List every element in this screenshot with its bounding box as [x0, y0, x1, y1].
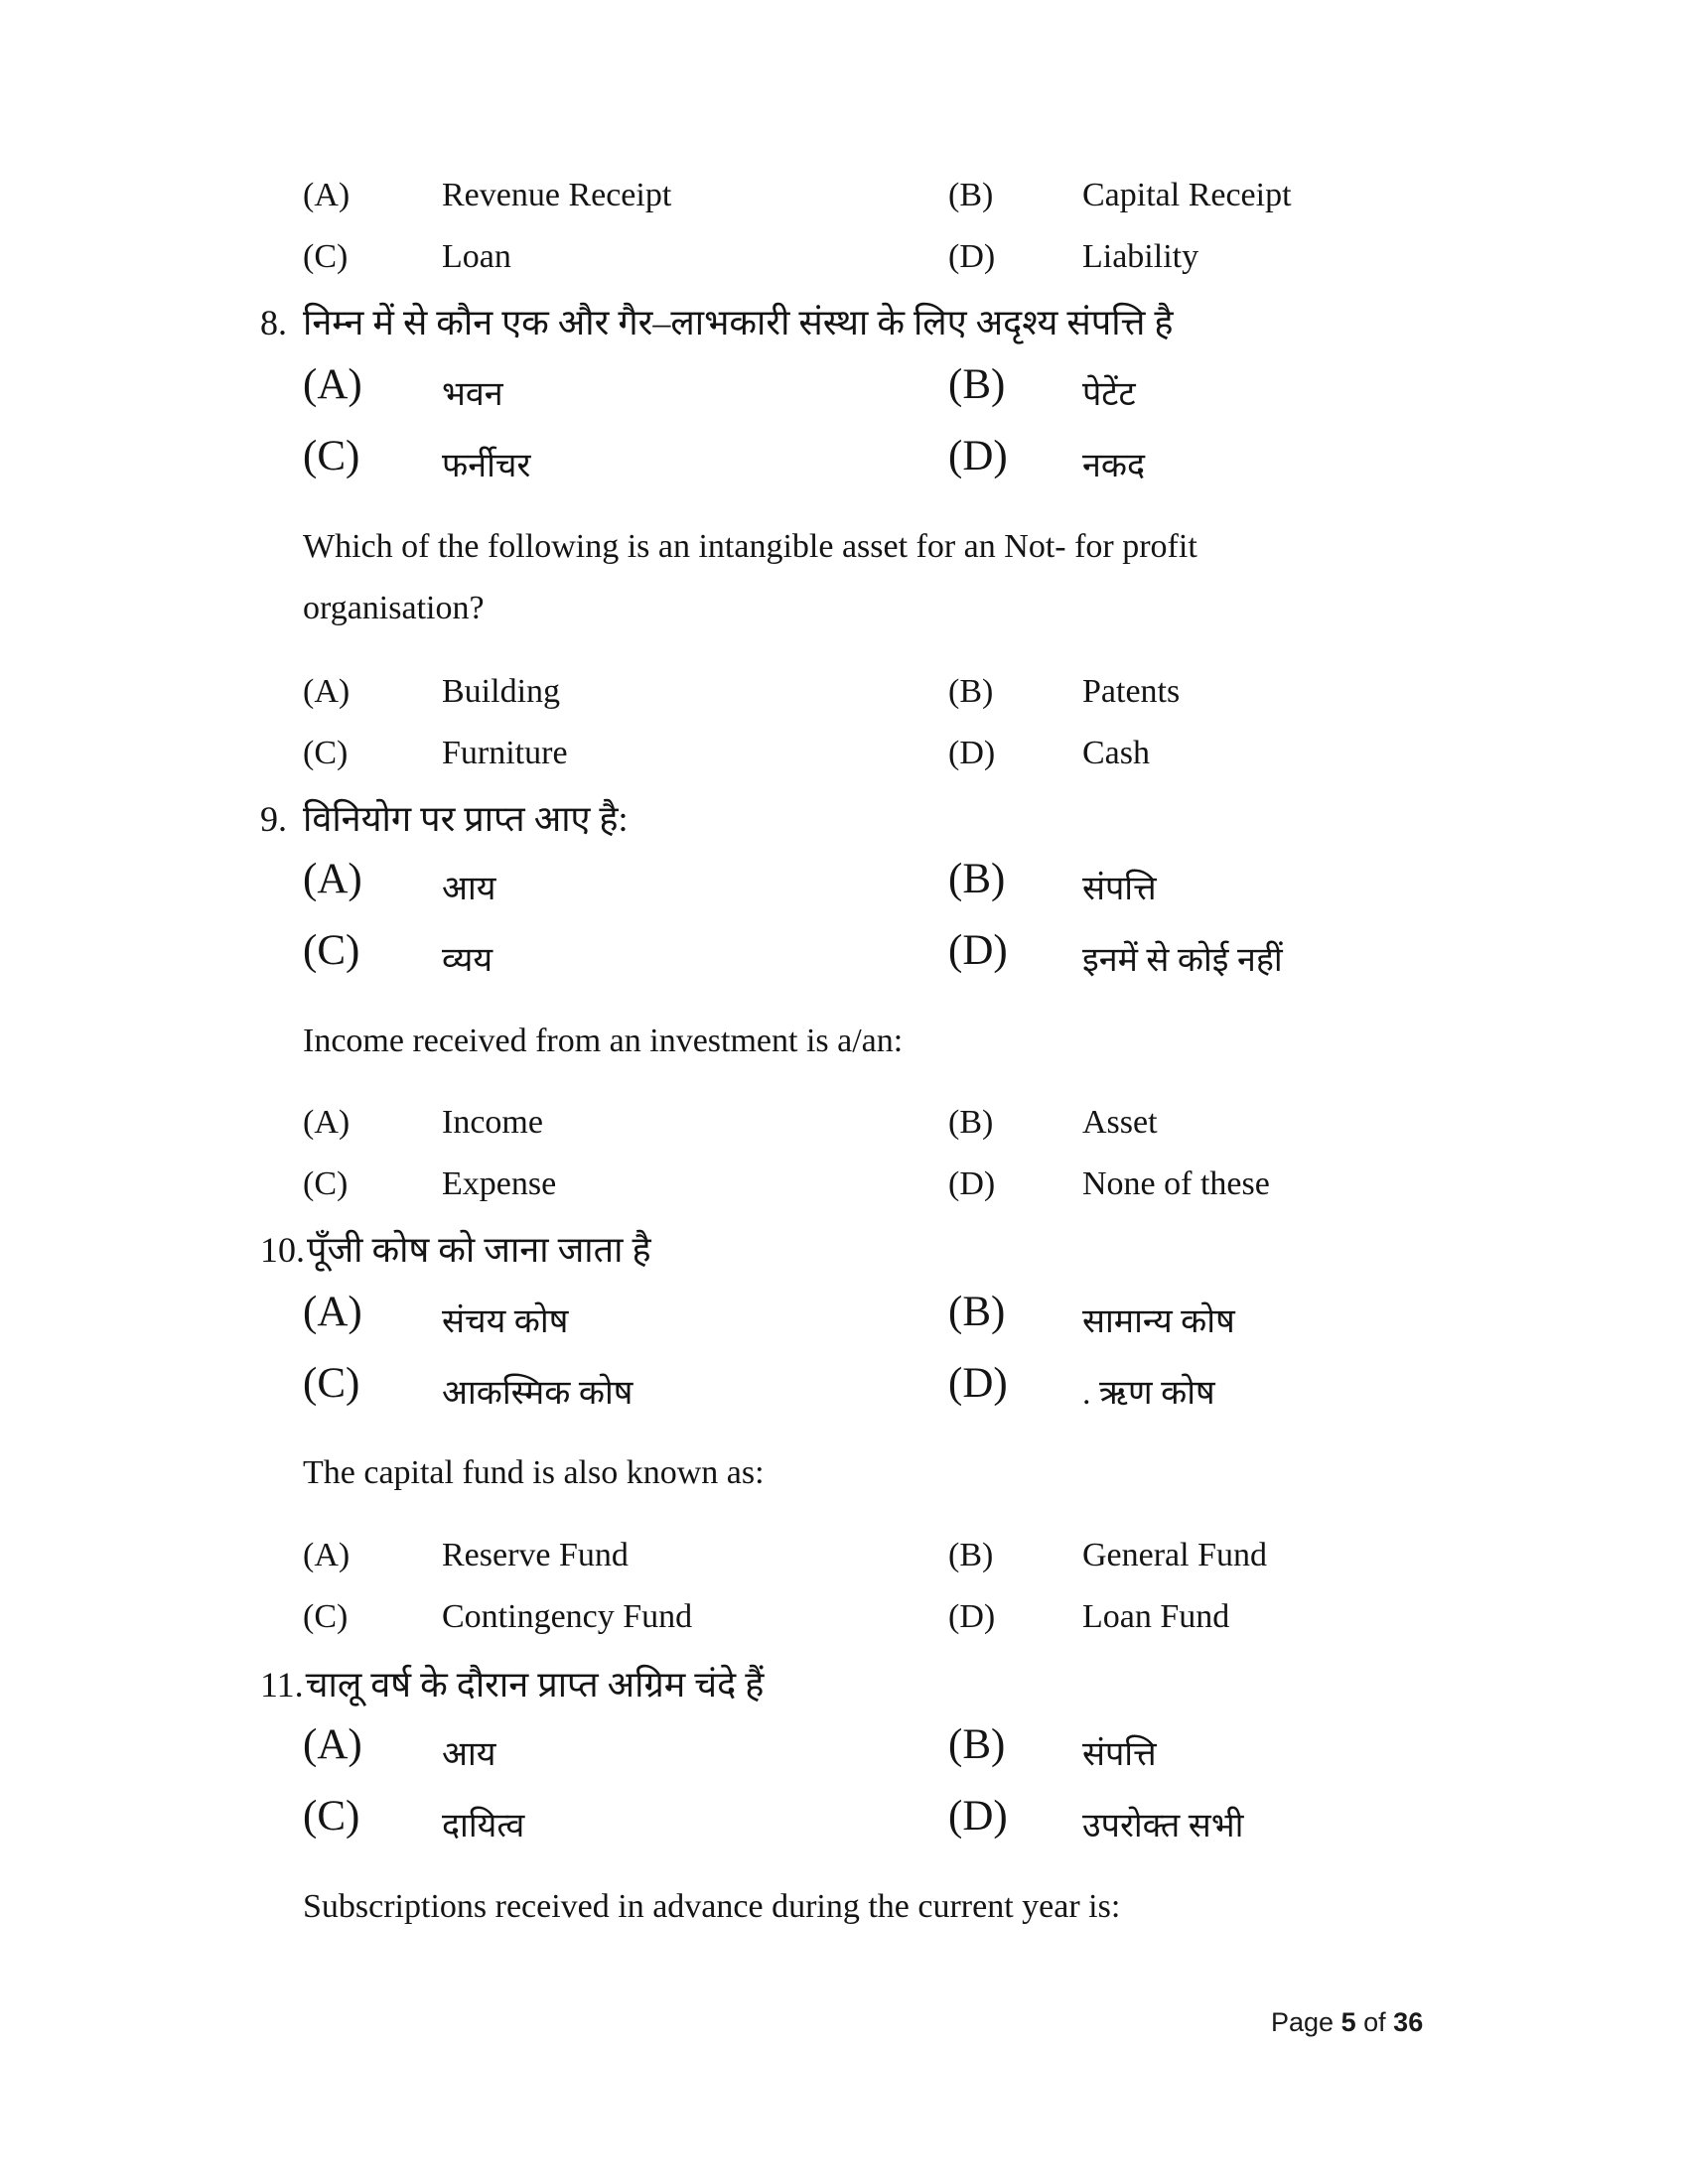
option-letter: (B): [948, 1104, 994, 1141]
option-text: Furniture: [442, 735, 568, 771]
question-text-english: Income received from an investment is a/an:: [303, 1023, 904, 1059]
option-text: व्यय: [442, 942, 493, 979]
option-row: [0, 1289, 1688, 1352]
option-letter: (C): [303, 927, 360, 974]
option-letter: (D): [948, 433, 1008, 479]
option-letter: (D): [948, 1165, 996, 1202]
of-label: of: [1363, 2007, 1386, 2037]
option-letter: (A): [303, 1104, 351, 1141]
option-row: [0, 735, 1688, 790]
question-number: 10.: [260, 1230, 305, 1270]
option-row: [0, 1104, 1688, 1160]
option-row: [0, 238, 1688, 294]
option-letter: (C): [303, 433, 360, 479]
option-letter: (B): [948, 1721, 1006, 1768]
question-text-english: The capital fund is also known as:: [303, 1454, 765, 1491]
question-text-hindi: निम्न में से कौन एक और गैर–लाभकारी संस्था के लिए अदृश्य संपत्ति है: [303, 303, 1174, 342]
total-pages-number: 36: [1393, 2007, 1424, 2037]
option-text: भवन: [442, 376, 503, 413]
option-text: इनमें से कोई नहीं: [1082, 942, 1283, 979]
option-text: Reserve Fund: [442, 1537, 629, 1573]
option-letter: (B): [948, 1289, 1006, 1335]
option-row: [0, 361, 1688, 425]
option-letter: (B): [948, 673, 994, 710]
option-text: Cash: [1082, 735, 1150, 771]
option-text: Loan: [442, 238, 511, 275]
option-text: संचय कोष: [442, 1303, 569, 1340]
question-heading-hindi: [260, 297, 1174, 345]
option-text: Capital Receipt: [1082, 177, 1292, 213]
option-row: [0, 1598, 1688, 1654]
option-letter: (B): [948, 177, 994, 213]
option-row: [0, 1721, 1688, 1785]
option-letter: (D): [948, 1793, 1008, 1840]
option-letter: (A): [303, 673, 351, 710]
option-text: Asset: [1082, 1104, 1158, 1141]
option-text: आकस्मिक कोष: [442, 1375, 633, 1412]
question-heading-hindi: [260, 1659, 764, 1707]
option-letter: (C): [303, 1360, 360, 1407]
question-text-english: organisation?: [303, 590, 485, 626]
option-text: पेटेंट: [1082, 376, 1136, 413]
option-text: Income: [442, 1104, 543, 1141]
option-text: Liability: [1082, 238, 1199, 275]
page-label: Page: [1271, 2007, 1335, 2037]
option-text: दायित्व: [442, 1808, 525, 1844]
option-text: None of these: [1082, 1165, 1270, 1202]
option-letter: (D): [948, 735, 996, 771]
question-number: 11.: [260, 1665, 304, 1705]
option-letter: (C): [303, 1165, 349, 1202]
option-text: Expense: [442, 1165, 557, 1202]
option-letter: (D): [948, 927, 1008, 974]
option-text: Contingency Fund: [442, 1598, 693, 1635]
option-letter: (D): [948, 1360, 1008, 1407]
question-number: 8.: [260, 303, 287, 342]
option-text: नकद: [1082, 448, 1146, 484]
question-text-english: Subscriptions received in advance during the current year is:: [303, 1888, 1121, 1925]
option-letter: (B): [948, 856, 1006, 902]
option-text: Building: [442, 673, 561, 710]
option-letter: (C): [303, 735, 349, 771]
option-text: संपत्ति: [1082, 1736, 1157, 1773]
option-letter: (C): [303, 238, 349, 275]
option-letter: (D): [948, 238, 996, 275]
option-letter: (C): [303, 1598, 349, 1635]
option-text: Revenue Receipt: [442, 177, 672, 213]
option-text: सामान्य कोष: [1082, 1303, 1235, 1340]
option-text: आय: [442, 1736, 496, 1773]
option-letter: (A): [303, 361, 362, 408]
option-row: [0, 433, 1688, 496]
option-row: [0, 1360, 1688, 1424]
question-text-hindi: चालू वर्ष के दौरान प्राप्त अग्रिम चंदे हैं: [305, 1665, 765, 1705]
option-letter: (B): [948, 361, 1006, 408]
option-text: Loan Fund: [1082, 1598, 1230, 1635]
option-row: [0, 673, 1688, 729]
option-letter: (D): [948, 1598, 996, 1635]
option-letter: (A): [303, 856, 362, 902]
option-text: . ऋण कोष: [1082, 1375, 1215, 1412]
option-text: संपत्ति: [1082, 871, 1157, 907]
option-letter: (A): [303, 1721, 362, 1768]
question-text-hindi: पूँजी कोष को जाना जाता है: [307, 1230, 651, 1270]
option-text: आय: [442, 871, 496, 907]
option-letter: (A): [303, 177, 351, 213]
option-row: [0, 927, 1688, 991]
option-text: General Fund: [1082, 1537, 1268, 1573]
option-row: [0, 177, 1688, 232]
option-letter: (B): [948, 1537, 994, 1573]
current-page-number: 5: [1340, 2007, 1356, 2037]
option-letter: (A): [303, 1289, 362, 1335]
question-text-english: Which of the following is an intangible asset for an Not- for profit: [303, 528, 1197, 565]
option-row: [0, 1793, 1688, 1856]
option-text: फर्नीचर: [442, 448, 531, 484]
question-number: 9.: [260, 799, 287, 839]
option-letter: (A): [303, 1537, 351, 1573]
option-letter: (C): [303, 1793, 360, 1840]
option-row: [0, 856, 1688, 919]
option-text: Patents: [1082, 673, 1181, 710]
page-footer: [1271, 2007, 1423, 2038]
option-row: [0, 1165, 1688, 1221]
option-row: [0, 1537, 1688, 1592]
question-heading-hindi: [260, 1224, 651, 1273]
question-text-hindi: विनियोग पर प्राप्त आए है:: [303, 799, 629, 839]
option-text: उपरोक्त सभी: [1082, 1808, 1244, 1844]
question-heading-hindi: [260, 793, 629, 842]
